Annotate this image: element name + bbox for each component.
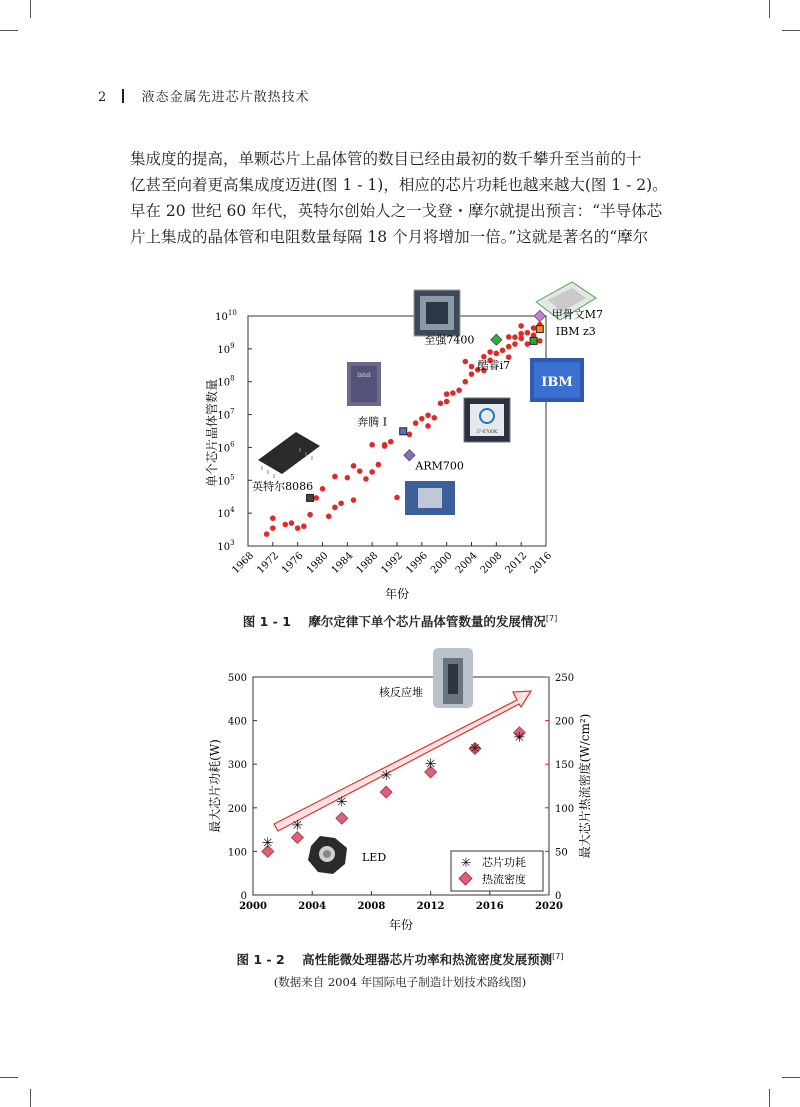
crop-mark <box>782 30 800 31</box>
right-y-tick-label: 250 <box>555 673 575 684</box>
data-point <box>332 505 338 511</box>
data-point <box>357 468 363 474</box>
annotation-xeon: 至强7400 <box>424 333 475 347</box>
y-tick-label: $10^5$ <box>217 473 235 488</box>
data-point <box>444 391 450 397</box>
data-point <box>332 474 338 480</box>
data-point <box>338 500 344 506</box>
heat-flux-point <box>380 786 392 798</box>
power-point: ✳ <box>513 730 526 747</box>
crop-mark <box>30 1089 31 1107</box>
data-point <box>407 432 413 438</box>
data-point <box>506 344 512 350</box>
x-tick-label: 2000 <box>429 550 455 577</box>
x-tick-label: 2004 <box>298 901 327 912</box>
data-point <box>270 525 276 531</box>
left-y-tick-label: 500 <box>227 673 247 684</box>
legend-power-label: 芯片功耗 <box>482 856 526 869</box>
data-point <box>289 520 295 526</box>
x-tick-label: 2008 <box>357 901 386 912</box>
moore-law-chart <box>0 280 800 610</box>
power-point: ✳ <box>261 835 274 852</box>
annotation-pentium: 奔腾 I <box>357 415 388 429</box>
caption-reference: [7] <box>552 951 564 961</box>
data-point <box>462 379 468 385</box>
x-tick-label: 1972 <box>255 550 281 577</box>
nuclear-reactor-photo <box>433 648 473 708</box>
data-point <box>264 531 270 537</box>
highlight-marker-oracle <box>534 310 545 321</box>
x-axis-label: 年份 <box>384 587 410 601</box>
left-y-tick-label: 100 <box>227 847 247 859</box>
figure-2-subcaption: (数据来自 2004 年国际电子制造计划技术路线图) <box>273 975 527 989</box>
x-tick-label: 1976 <box>280 550 306 577</box>
data-point <box>500 347 506 353</box>
data-point <box>537 338 543 344</box>
y-tick-label: $10^8$ <box>217 374 235 389</box>
caption-label: 图 1 - 2 <box>236 952 285 967</box>
data-point <box>295 525 301 531</box>
page-number: 2 <box>98 90 108 105</box>
data-point <box>425 423 431 429</box>
data-point <box>351 497 357 503</box>
body-paragraph <box>130 146 690 250</box>
caption-text: 高性能微处理器芯片功率和热流密度发展预测 <box>302 952 553 967</box>
right-y-tick-label: 200 <box>555 716 575 728</box>
power-point: ✳ <box>380 768 393 785</box>
figure-1-caption <box>0 612 800 630</box>
data-point <box>444 399 450 405</box>
x-tick-label: 1988 <box>354 550 381 577</box>
annotation-intel8086: 英特尔8086 <box>252 479 314 493</box>
y-tick-label: $10^{10}$ <box>215 309 237 323</box>
x-tick-label: 2008 <box>478 550 505 577</box>
data-point <box>320 486 326 492</box>
data-point <box>382 442 388 448</box>
led-photo <box>308 836 347 874</box>
annotation-oracle: 甲骨文M7 <box>551 308 604 321</box>
led-label: LED <box>362 851 387 864</box>
data-point <box>525 330 531 336</box>
highlight-marker-xeon <box>491 334 502 345</box>
y-tick-label: $10^7$ <box>217 407 235 422</box>
data-point <box>282 522 288 528</box>
legend-power-marker: ✳ <box>460 856 472 871</box>
data-point <box>506 334 512 340</box>
data-point <box>425 413 431 419</box>
power-point: ✳ <box>469 741 481 758</box>
right-y-tick-label: 50 <box>555 847 568 859</box>
highlight-marker-ibm <box>536 326 543 333</box>
y-tick-label: $10^4$ <box>217 506 235 521</box>
x-tick-label: 2000 <box>239 901 267 912</box>
data-point <box>351 463 357 469</box>
data-point <box>301 523 307 529</box>
y-tick-label: $10^9$ <box>217 341 235 356</box>
x-tick-label: 2016 <box>528 550 555 577</box>
data-point <box>456 387 462 393</box>
annotation-ibm: IBM z3 <box>555 325 596 339</box>
highlight-marker-intel8086 <box>307 494 314 501</box>
nuclear-reactor-label: 核反应堆 <box>379 686 423 699</box>
right-y-tick-label: 100 <box>555 803 575 815</box>
y-tick-label: $10^6$ <box>217 440 235 455</box>
data-point <box>438 401 444 407</box>
ibm-logo-photo <box>530 358 584 402</box>
data-point <box>512 334 518 340</box>
x-tick-label: 2004 <box>453 550 480 577</box>
header-divider <box>122 89 124 103</box>
x-tick-label: 1992 <box>379 550 406 577</box>
cpu-model-text: i7-6700K <box>476 430 498 435</box>
crop-mark <box>769 0 770 18</box>
data-point <box>413 420 419 426</box>
y-axis-label: 单个芯片晶体管数量 <box>205 378 219 488</box>
data-point <box>369 469 375 475</box>
x-tick-label: 1996 <box>404 550 430 577</box>
left-axis-label: 最大芯片功耗(W) <box>208 739 222 833</box>
highlight-marker-arm700 <box>404 450 415 461</box>
data-point <box>326 514 332 520</box>
legend <box>451 851 543 891</box>
left-y-tick-label: 400 <box>227 716 247 728</box>
data-point <box>394 495 400 501</box>
data-point <box>419 416 425 422</box>
heat-flux-point <box>336 812 348 824</box>
arm700-chip-photo <box>405 481 455 515</box>
data-point <box>307 512 313 518</box>
core-i7-chip-photo <box>464 398 510 442</box>
data-point <box>270 515 276 521</box>
intel-logo-text: intel <box>357 372 371 379</box>
intel-8086-chip-photo <box>258 432 320 478</box>
data-point <box>462 359 468 365</box>
data-point <box>518 323 524 329</box>
data-point <box>369 442 375 448</box>
data-point <box>431 415 437 421</box>
data-point <box>450 390 456 396</box>
data-point <box>487 349 493 355</box>
y-tick-label: $10^3$ <box>217 539 235 553</box>
crop-mark <box>769 1089 770 1107</box>
left-y-tick-label: 0 <box>240 891 247 902</box>
crop-mark <box>0 1077 18 1078</box>
right-axis-label: 最大芯片热流密度(W/cm²) <box>578 713 592 859</box>
x-tick-label: 2016 <box>475 901 504 912</box>
right-y-tick-label: 150 <box>555 760 575 772</box>
caption-label: 图 1 - 1 <box>242 614 291 629</box>
crop-mark <box>30 0 31 18</box>
data-point <box>525 341 531 347</box>
trend-arrow <box>274 691 531 831</box>
caption-text: 摩尔定律下单个芯片晶体管数量的发展情况 <box>308 614 546 629</box>
power-point: ✳ <box>335 794 348 811</box>
data-point <box>313 495 319 501</box>
data-point <box>388 439 394 445</box>
x-tick-label: 1984 <box>329 550 356 577</box>
annotation-arm700: ARM700 <box>415 459 464 473</box>
data-point <box>494 351 500 357</box>
data-point <box>531 325 537 331</box>
power-point: ✳ <box>424 756 437 773</box>
book-title: 液态金属先进芯片散热技术 <box>141 90 310 105</box>
data-point <box>363 476 369 482</box>
ibm-logo-text: IBM <box>541 375 573 390</box>
xeon-chip-photo <box>414 290 460 336</box>
legend-flux-label: 热流密度 <box>482 873 526 886</box>
caption-reference: [7] <box>545 613 558 623</box>
highlight-marker-corei7 <box>530 337 537 344</box>
annotation-corei7: 酷睿i7 <box>477 358 511 372</box>
data-point <box>469 371 475 377</box>
left-y-tick-label: 200 <box>227 803 247 815</box>
power-point: ✳ <box>291 818 304 835</box>
data-point <box>512 341 518 347</box>
right-y-tick-label: 0 <box>555 891 562 902</box>
x-tick-label: 1968 <box>230 550 257 577</box>
data-point <box>345 475 351 481</box>
x-tick-label: 1980 <box>304 550 331 577</box>
left-y-tick-label: 300 <box>227 760 247 772</box>
highlight-marker-pentium <box>400 428 407 435</box>
paragraph-line: 片上集成的晶体管和电阻数量每隔 18 个月将增加一倍。”这就是著名的“摩尔 <box>130 228 649 246</box>
data-point <box>469 364 475 370</box>
x-axis-label: 年份 <box>388 918 414 932</box>
data-point <box>376 462 382 468</box>
x-tick-label: 2020 <box>535 901 563 912</box>
pentium-chip-photo <box>347 362 381 406</box>
crop-mark <box>0 30 18 31</box>
paragraph-line: 集成度的提高，单颗芯片上晶体管的数目已经由最初的数千攀升至当前的十 <box>130 150 642 168</box>
x-tick-label: 2012 <box>503 550 530 577</box>
paragraph-line: 早在 20 世纪 60 年代，英特尔创始人之一戈登・摩尔就提出预言：“半导体芯 <box>130 202 663 220</box>
crop-mark <box>782 1077 800 1078</box>
data-point <box>518 331 524 337</box>
power-heatflux-chart <box>0 640 800 945</box>
figure-2-caption <box>0 950 800 968</box>
x-tick-label: 2012 <box>416 901 445 912</box>
paragraph-line: 亿甚至向着更高集成度迈进(图 1 - 1)，相应的芯片功耗也越来越大(图 1 - 2)。 <box>130 176 668 194</box>
running-header <box>98 86 310 105</box>
